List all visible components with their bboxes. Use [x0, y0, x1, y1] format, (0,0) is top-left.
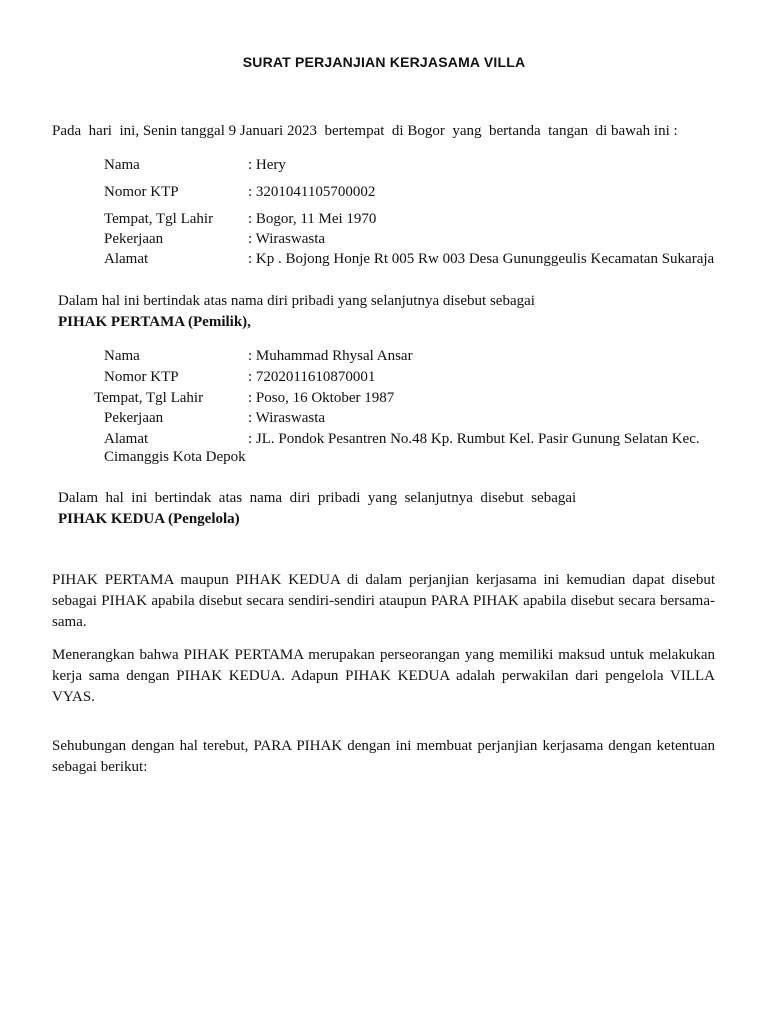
party1-pekerjaan-label: Pekerjaan [104, 231, 164, 247]
party1-nama-value: : Hery [248, 157, 286, 173]
party1-ktp-label: Nomor KTP [104, 184, 179, 200]
paragraph-purpose: Menerangkan bahwa PIHAK PERTAMA merupakan perseorangan yang memiliki maksud untuk melakukan kerja sama dengan PIHAK KEDUA. Adapun PIHAK KEDUA adalah perwakilan dari pengelola VILLA VYAS. [52, 647, 715, 705]
party1-ttl-label: Tempat, Tgl Lahir [104, 211, 214, 227]
party2-ktp-label: Nomor KTP [104, 369, 179, 385]
party1-alamat-label: Alamat [104, 251, 149, 267]
party2-pekerjaan-value: : Wiraswasta [248, 410, 326, 426]
party1-ktp-value: : 3201041105700002 [248, 184, 376, 200]
party1-alamat-value: : Kp . Bojong Honje Rt 005 Rw 003 Desa Gununggeulis Kecamatan Sukaraja [248, 251, 715, 267]
party1-pekerjaan-value: : Wiraswasta [248, 231, 326, 247]
party2-alamat-continuation: Cimanggis Kota Depok [104, 449, 246, 465]
party2-alamat-value: : JL. Pondok Pesantren No.48 Kp. Rumbut Kel. Pasir Gunung Selatan Kec. [248, 431, 700, 447]
party1-nama-label: Nama [104, 157, 140, 173]
party1-ttl-value: : Bogor, 11 Mei 1970 [248, 211, 377, 227]
party2-nama-value: : Muhammad Rhysal Ansar [248, 348, 413, 364]
party2-ttl-value: : Poso, 16 Oktober 1987 [248, 390, 395, 406]
party2-alamat-label: Alamat [104, 431, 149, 447]
document-title: SURAT PERJANJIAN KERJASAMA VILLA [242, 54, 526, 70]
party1-role: PIHAK PERTAMA (Pemilik), [58, 314, 251, 330]
party2-pekerjaan-label: Pekerjaan [104, 410, 164, 426]
party2-ktp-value: : 7202011610870001 [248, 369, 376, 385]
party2-ttl-label: Tempat, Tgl Lahir [94, 390, 204, 406]
intro-text: Pada hari ini, Senin tanggal 9 Januari 2023 bertempat di Bogor yang bertanda tangan di bawah ini : [52, 123, 678, 139]
party2-nama-label: Nama [104, 348, 140, 364]
party1-statement: Dalam hal ini bertindak atas nama diri pribadi yang selanjutnya disebut sebagai [58, 293, 535, 309]
paragraph-definition: PIHAK PERTAMA maupun PIHAK KEDUA di dalam perjanjian kerjasama ini kemudian dapat disebut sebagai PIHAK apabila disebut secara sendiri-sendiri ataupun PARA PIHAK apabila disebut secara bersama-sama. [52, 572, 715, 630]
party2-statement: Dalam hal ini bertindak atas nama diri pribadi yang selanjutnya disebut sebagai [58, 490, 577, 506]
party2-role: PIHAK KEDUA (Pengelola) [58, 511, 240, 527]
paragraph-agreement: Sehubungan dengan hal terebut, PARA PIHAK dengan ini membuat perjanjian kerjasama dengan ketentuan sebagai berikut: [52, 738, 715, 775]
